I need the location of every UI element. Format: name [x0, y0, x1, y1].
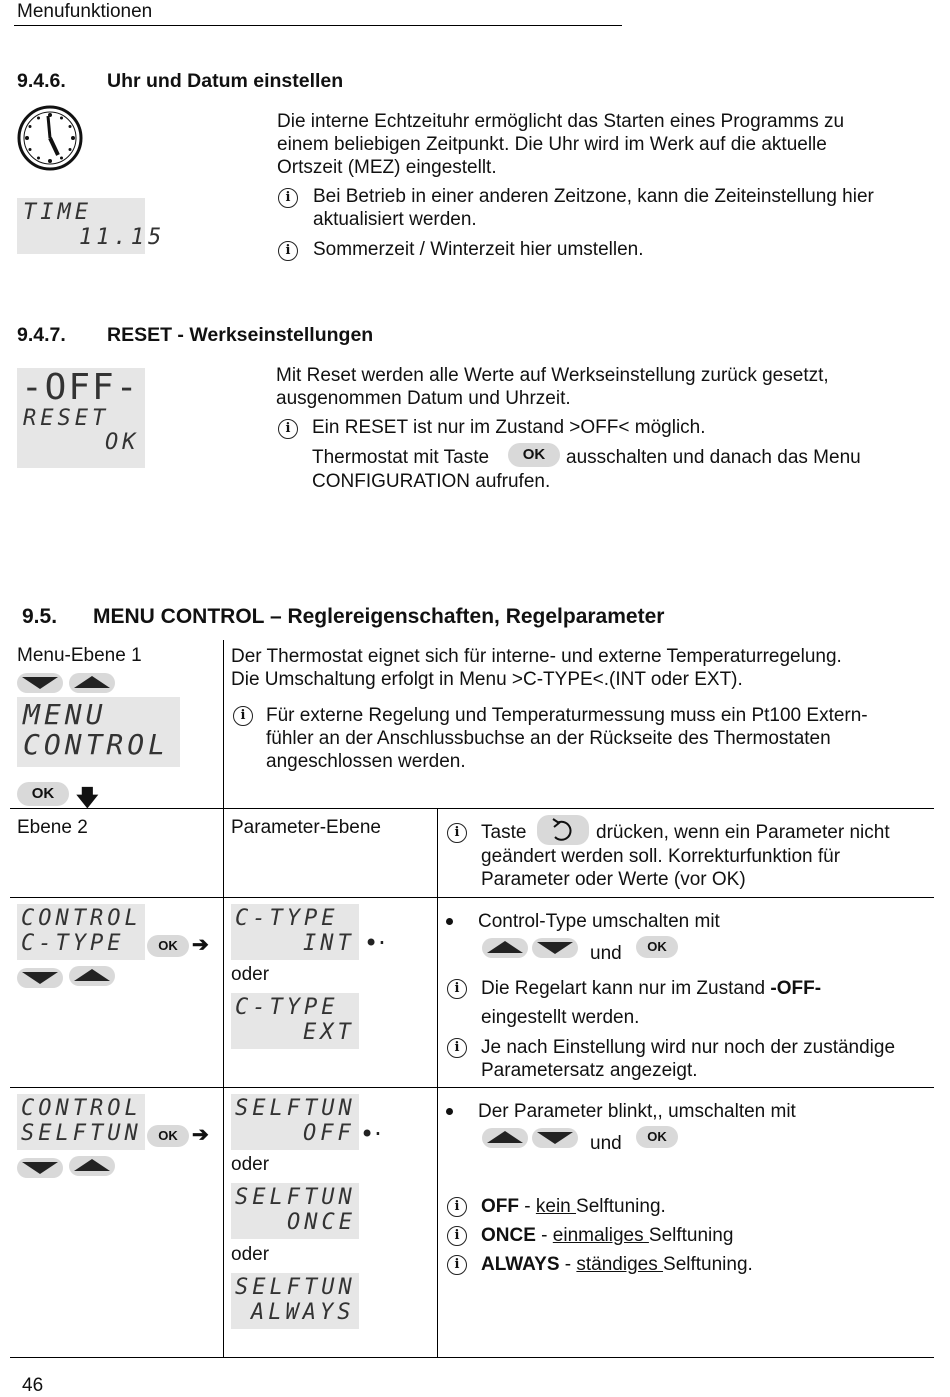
note-946-2: Sommerzeit / Winterzeit hier umstellen.	[313, 239, 644, 260]
arrow-right-icon: ➔	[192, 1124, 209, 1146]
table-divider	[437, 808, 438, 1357]
display-row: CONTROL	[21, 1096, 142, 1121]
info-icon: i	[278, 188, 298, 208]
text-line: Ortszeit (MEZ) eingestellt.	[277, 157, 497, 178]
ok-key: OK	[147, 935, 189, 957]
text-line: Der Thermostat eignet sich für interne- und externe Temperaturregelung.	[231, 646, 842, 667]
ok-key: OK	[636, 1126, 678, 1148]
text-line: Parametersatz angezeigt.	[481, 1060, 698, 1081]
table-divider	[10, 1087, 934, 1088]
down-arrow-icon	[537, 942, 573, 954]
option-desc: kein	[535, 1196, 577, 1217]
up-arrow-icon	[487, 941, 523, 953]
bullet	[446, 1108, 453, 1115]
section-header: Menufunktionen	[17, 1, 153, 22]
option-name: ONCE	[481, 1225, 536, 1246]
option-name: OFF	[481, 1196, 519, 1217]
table-divider	[10, 897, 934, 898]
ok-key: OK	[17, 782, 69, 806]
section-title-95: MENU CONTROL – Reglereigenschaften, Regelparameter	[93, 605, 665, 628]
ctype-bullet: Control-Type umschalten mit	[478, 911, 720, 932]
ctype-note1	[481, 977, 821, 1000]
option-rest: Selftuning.	[576, 1196, 666, 1217]
display-row: CONTROL	[21, 906, 142, 931]
info-icon: i	[447, 1226, 467, 1246]
ok-key: OK	[147, 1125, 189, 1147]
und-label: und	[590, 1133, 622, 1154]
text-line: Parameter oder Werte (vor OK)	[481, 869, 746, 890]
ctype-menu-display	[17, 904, 145, 960]
sep: -	[559, 1254, 577, 1275]
bullet	[446, 918, 453, 925]
display-row: -OFF-	[21, 367, 140, 408]
ctype-int-display	[231, 904, 359, 960]
info-icon: i	[233, 706, 253, 726]
option-rest: Selftuning	[648, 1225, 734, 1246]
oder-label: oder	[231, 964, 270, 985]
taste-text-a: Taste	[481, 822, 527, 843]
display-row: EXT	[303, 1020, 355, 1045]
intro-note	[266, 704, 868, 773]
taste-lines	[481, 845, 840, 891]
ok-key: OK	[508, 443, 560, 467]
selftun-always-line	[481, 1253, 753, 1276]
info-icon: i	[447, 1038, 467, 1058]
selftun-off-line	[481, 1195, 666, 1218]
clock-icon	[15, 103, 85, 173]
ctype-note2	[481, 1036, 895, 1082]
display-row: C-TYPE	[235, 906, 339, 931]
up-arrow-icon	[74, 969, 110, 981]
paragraph-947	[276, 364, 829, 410]
option-desc: einmaliges	[552, 1225, 649, 1246]
down-arrow-icon	[22, 972, 58, 984]
up-arrow-icon	[74, 676, 110, 688]
text-line: angeschlossen werden.	[266, 751, 466, 772]
display-row: RESET	[23, 406, 110, 431]
display-row: SELFTUN	[21, 1121, 142, 1146]
reset-display	[17, 368, 145, 468]
option-name: ALWAYS	[481, 1254, 560, 1275]
text-line: ausgenommen Datum und Uhrzeit.	[276, 388, 571, 409]
sep: -	[535, 1225, 553, 1246]
selftun-menu-display	[17, 1094, 145, 1150]
text-line: Die interne Echtzeituhr ermöglicht das Starten eines Programms zu	[277, 111, 845, 132]
section-title-946: Uhr und Datum einstellen	[107, 70, 344, 92]
selftun-off-display	[231, 1094, 359, 1150]
back-key	[537, 815, 589, 845]
display-row: OK	[105, 430, 140, 455]
taste-text-b: drücken, wenn ein Parameter nicht	[596, 822, 890, 843]
display-row: 11.15	[79, 225, 166, 250]
selftun-always-display	[231, 1273, 359, 1329]
display-row: SELFTUN	[235, 1185, 356, 1210]
note-947-1: Ein RESET ist nur im Zustand >OFF< möglich.	[312, 417, 706, 438]
table-divider	[223, 640, 224, 1357]
option-desc: ständiges	[576, 1254, 664, 1275]
down-arrow-icon	[22, 1162, 58, 1174]
display-row: C-TYPE	[235, 995, 339, 1020]
option-rest: Selftuning.	[663, 1254, 753, 1275]
selftun-once-display	[231, 1183, 359, 1239]
display-row: OFF	[303, 1121, 355, 1146]
up-arrow-icon	[74, 1159, 110, 1171]
section-number-947: 9.4.7.	[17, 324, 66, 346]
selftun-bullet: Der Parameter blinkt,, umschalten mit	[478, 1101, 796, 1122]
blink-icon: •·	[360, 1120, 382, 1148]
note-947-2b: ausschalten und danach das Menu	[566, 447, 861, 468]
paragraph-946	[277, 110, 844, 179]
arrow-down-icon: 🡇	[76, 785, 99, 810]
display-row: INT	[303, 931, 355, 956]
info-icon: i	[278, 241, 298, 261]
text-line: fühler an der Anschlussbuchse an der Rückseite des Thermostaten	[266, 728, 831, 749]
section-number-95: 9.5.	[22, 605, 58, 628]
menu-display	[17, 697, 180, 767]
text-line: Bei Betrieb in einer anderen Zeitzone, kann die Zeiteinstellung hier	[313, 186, 874, 207]
level1-label: Menu-Ebene 1	[17, 645, 142, 666]
text-line: Für externe Regelung und Temperaturmessung muss ein Pt100 Extern-	[266, 705, 868, 726]
blink-icon: •·	[364, 929, 386, 957]
text-part: Die Regelart kann nur im Zustand	[481, 978, 771, 999]
display-row: MENU	[23, 698, 107, 731]
sep: -	[519, 1196, 536, 1217]
down-arrow-icon	[22, 677, 58, 689]
display-row: CONTROL	[23, 728, 170, 761]
level2-label: Ebene 2	[17, 817, 88, 838]
page-number: 46	[22, 1375, 44, 1396]
param-level-label: Parameter-Ebene	[231, 817, 381, 838]
text-line: einem beliebigen Zeitpunkt. Die Uhr wird im Werk auf die aktuelle	[277, 134, 827, 155]
ok-key: OK	[636, 936, 678, 958]
display-row: SELFTUN	[235, 1275, 356, 1300]
text-line: Je nach Einstellung wird nur noch der zuständige	[481, 1037, 896, 1058]
time-display	[17, 198, 166, 254]
display-row: TIME	[23, 200, 92, 225]
info-icon: i	[278, 419, 298, 439]
text-line: Die Umschaltung erfolgt in Menu >C-TYPE<.(INT oder EXT).	[231, 669, 743, 690]
text-line: geändert werden soll. Korrekturfunktion für	[481, 846, 841, 867]
text-line: Mit Reset werden alle Werte auf Werkseinstellung zurück gesetzt,	[276, 365, 829, 386]
display-row: ALWAYS	[251, 1300, 355, 1325]
off-state: -OFF-	[770, 978, 822, 999]
back-icon	[537, 815, 589, 845]
info-icon: i	[447, 823, 467, 843]
header-divider	[14, 25, 622, 26]
note-946-1	[313, 185, 874, 231]
table-divider	[10, 1357, 934, 1358]
up-arrow-icon	[487, 1131, 523, 1143]
ctype-ext-display	[231, 993, 359, 1049]
display-row: C-TYPE	[21, 931, 125, 956]
table-divider	[10, 808, 934, 809]
arrow-right-icon: ➔	[192, 934, 209, 956]
text-line: aktualisiert werden.	[313, 209, 477, 230]
info-icon: i	[447, 979, 467, 999]
section-number-946: 9.4.6.	[17, 70, 66, 92]
section-title-947: RESET - Werkseinstellungen	[107, 324, 374, 346]
oder-label: oder	[231, 1244, 270, 1265]
display-row: SELFTUN	[235, 1096, 356, 1121]
und-label: und	[590, 943, 622, 964]
down-arrow-icon	[537, 1132, 573, 1144]
oder-label: oder	[231, 1154, 270, 1175]
info-icon: i	[447, 1255, 467, 1275]
note-947-2a: Thermostat mit Taste	[312, 447, 490, 468]
ctype-note1-cont: eingestellt werden.	[481, 1007, 640, 1028]
note-947-2c: CONFIGURATION aufrufen.	[312, 471, 551, 492]
intro-paragraph	[231, 645, 842, 691]
display-row: ONCE	[287, 1210, 356, 1235]
selftun-once-line	[481, 1224, 733, 1247]
info-icon: i	[447, 1197, 467, 1217]
